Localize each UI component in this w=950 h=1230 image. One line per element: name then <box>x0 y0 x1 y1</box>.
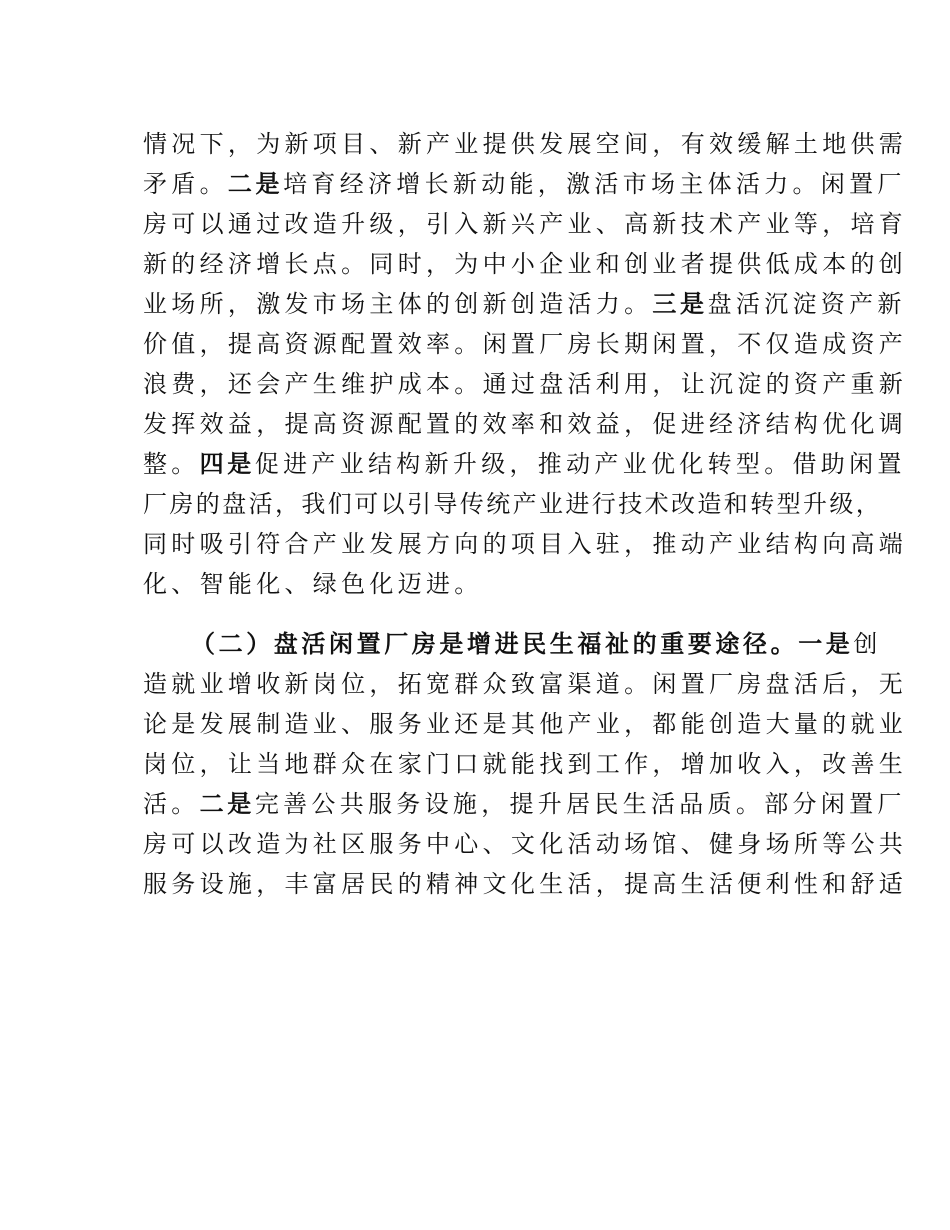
text-line: 厂房的盘活，我们可以引导传统产业进行技术改造和转型升级， <box>143 490 883 518</box>
bold-keyword: 四是 <box>199 450 255 478</box>
text-line: 矛盾。二是培育经济增长新动能，激活市场主体活力。闲置厂 <box>143 170 906 198</box>
text-line: 化、智能化、绿色化迈进。 <box>143 570 483 598</box>
text-line: 新的经济增长点。同时，为中小企业和创业者提供低成本的创 <box>143 250 908 278</box>
paragraph-livelihood <box>143 624 908 904</box>
text-line: 活。二是完善公共服务设施，提升居民生活品质。部分闲置厂 <box>143 790 906 818</box>
text-line: 造就业增收新岗位，拓宽群众致富渠道。闲置厂房盘活后，无 <box>143 670 908 698</box>
text-line: 同时吸引符合产业发展方向的项目入驻，推动产业结构向高端 <box>143 530 908 558</box>
text-line: （二）盘活闲置厂房是增进民生福祉的重要途径。一是创 <box>191 630 882 658</box>
document-page <box>143 124 908 904</box>
text-line: 价值，提高资源配置效率。闲置厂房长期闲置，不仅造成资产 <box>143 330 908 358</box>
text-line: 房可以通过改造升级，引入新兴产业、高新技术产业等，培育 <box>143 210 908 238</box>
text-line: 业场所，激发市场主体的创新创造活力。三是盘活沉淀资产新 <box>143 290 906 318</box>
paragraph-land-economy <box>143 124 908 604</box>
text-line: 岗位，让当地群众在家门口就能找到工作，增加收入，改善生 <box>143 750 908 778</box>
bold-keyword: 一是 <box>798 630 854 658</box>
text-line: 浪费，还会产生维护成本。通过盘活利用，让沉淀的资产重新 <box>143 370 908 398</box>
bold-keyword: 三是 <box>652 290 708 318</box>
bold-keyword: 二是 <box>199 790 255 818</box>
text-line: 论是发展制造业、服务业还是其他产业，都能创造大量的就业 <box>143 710 908 738</box>
bold-keyword: 二是 <box>227 170 284 198</box>
text-line: 整。四是促进产业结构新升级，推动产业优化转型。借助闲置 <box>143 450 906 478</box>
text-line: 房可以改造为社区服务中心、文化活动场馆、健身场所等公共 <box>143 830 908 858</box>
text-line: 发挥效益，提高资源配置的效率和效益，促进经济结构优化调 <box>143 410 908 438</box>
text-line: 情况下，为新项目、新产业提供发展空间，有效缓解土地供需 <box>143 130 908 158</box>
section-heading: （二）盘活闲置厂房是增进民生福祉的重要途径。 <box>191 630 799 658</box>
text-line: 服务设施，丰富居民的精神文化生活，提高生活便利性和舒适 <box>143 870 908 898</box>
